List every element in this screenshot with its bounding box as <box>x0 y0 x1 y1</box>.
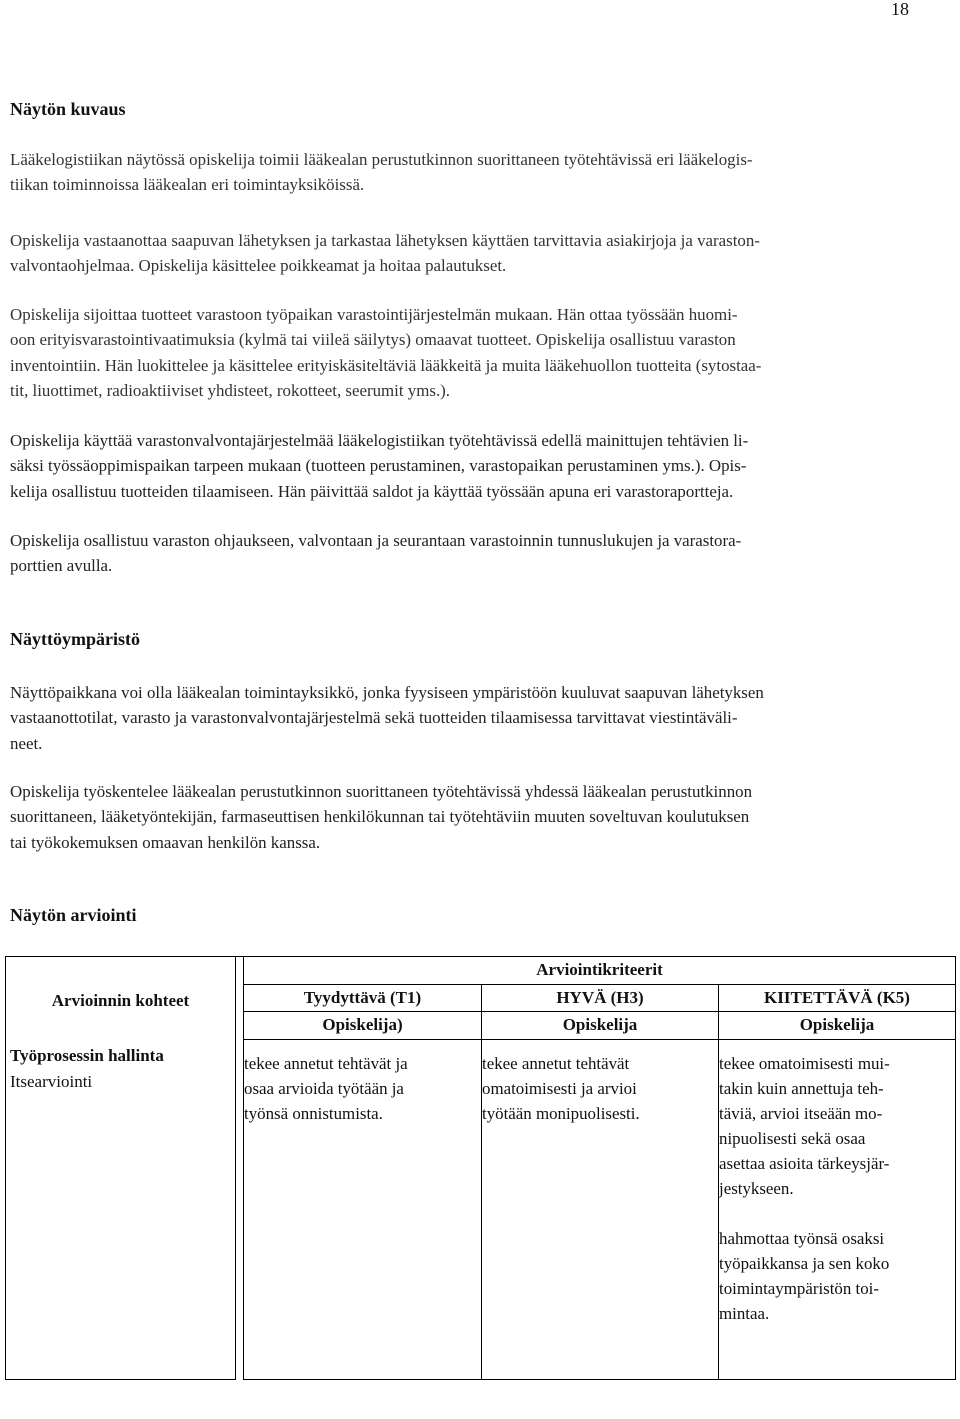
criteria-k5 <box>719 1039 956 1379</box>
text-line: suorittaneen, lääketyöntekijän, farmaseuttisen henkilökunnan tai työtehtäviin muuten soveltuvan koulutuksen <box>10 807 750 827</box>
text-line: työpaikkansa ja sen koko <box>719 1253 890 1273</box>
kuvaus-paragraph-2 <box>10 228 931 279</box>
heading-naytonarviointi: Näytön arviointi <box>10 905 137 925</box>
evaluation-table <box>5 956 956 1380</box>
text-line: Opiskelija työskentelee lääkealan perustutkinnon suorittaneen työtehtävissä yhdessä lääkealan perustutkinnon <box>10 782 753 801</box>
text-line: Lääkelogistiikan näytössä opiskelija toimii lääkealan perustutkinnon suorittaneen työtehtävissä eri lääkelogis- <box>10 150 753 169</box>
row-sub: Itsearviointi <box>10 1072 93 1091</box>
text-line: toimintaympäristön toi- <box>719 1278 879 1298</box>
kuvaus-paragraph-3 <box>10 302 931 404</box>
text-line: Näyttöpaikkana voi olla lääkealan toimintayksikkö, jonka fyysiseen ympäristöön kuuluvat saapuvan lähetyksen <box>10 683 764 702</box>
ymparisto-paragraph-2 <box>10 779 931 855</box>
kuvaus-paragraph-1 <box>10 147 931 198</box>
kriteerit-header: Arviointikriteerit <box>244 957 956 985</box>
level-h3: HYVÄ (H3) <box>482 984 719 1012</box>
text-line: valvontaohjelmaa. Opiskelija käsittelee poikkeamat ja hoitaa palautukset. <box>10 256 507 276</box>
text-line: Opiskelija vastaanottaa saapuvan lähetyksen ja tarkastaa lähetyksen käyttäen tarvittavia asiakirjoja ja varaston- <box>10 231 760 250</box>
text-line: tekee annetut tehtävät ja <box>244 1053 408 1073</box>
text-line: neet. <box>10 733 43 753</box>
text-line: asettaa asioita tärkeysjär- <box>719 1153 890 1173</box>
criteria-t1 <box>244 1039 482 1379</box>
spacer-cell <box>236 957 244 1380</box>
level-t1: Tyydyttävä (T1) <box>244 984 482 1012</box>
heading-naytonkuvaus: Näytön kuvaus <box>10 99 126 119</box>
text-line: omatoimisesti ja arvioi <box>482 1078 637 1098</box>
text-line: täviä, arvioi itseään mo- <box>719 1103 883 1123</box>
text-line: Opiskelija sijoittaa tuotteet varastoon työpaikan varastointijärjestelmän mukaan. Hän ottaa työssään huomi- <box>10 305 738 324</box>
opiskelija-h3: Opiskelija <box>482 1012 719 1040</box>
opiskelija-k5: Opiskelija <box>719 1012 956 1040</box>
ymparisto-paragraph-1 <box>10 680 931 756</box>
page-number: 18 <box>891 0 909 19</box>
row-title: Työprosessin hallinta <box>10 1046 164 1065</box>
text-line: porttien avulla. <box>10 556 113 576</box>
blank-line <box>719 1201 955 1226</box>
text-line: säksi työssäoppimispaikan tarpeen mukaan (tuotteen perustaminen, varastopaikan perustaminen yms.). Opis- <box>10 456 747 476</box>
text-line: tekee annetut tehtävät <box>482 1053 630 1073</box>
text-line: jestykseen. <box>719 1178 794 1198</box>
text-line: tai työkokemuksen omaavan henkilön kanssa. <box>10 832 321 852</box>
text-line: kelija osallistuu tuotteiden tilaamiseen. Hän päivittää saldot ja käyttää työssään apuna eri varastoraportteja. <box>10 481 734 501</box>
text-line: Opiskelija osallistuu varaston ohjaukseen, valvontaan ja seurantaan varastoinnin tunnuslukujen ja varastora- <box>10 531 742 550</box>
kuvaus-paragraph-4 <box>10 428 931 504</box>
heading-nayttoymparisto: Näyttöympäristö <box>10 629 140 649</box>
text-line: hahmottaa työnsä osaksi <box>719 1228 885 1248</box>
text-line: Opiskelija käyttää varastonvalvontajärjestelmää lääkelogistiikan työtehtävissä edellä mainittujen tehtävien li- <box>10 431 749 450</box>
text-line: mintaa. <box>719 1303 770 1323</box>
criteria-h3 <box>482 1039 719 1379</box>
text-line: vastaanottotilat, varasto ja varastonvalvontajärjestelmä sekä tuotteiden tilaamisessa tarvittavat viestintäväli- <box>10 708 738 728</box>
text-line: oon erityisvarastointivaatimuksia (kylmä tai viileä säilytys) omaavat tuotteet. Opiskelija osallistuu varaston <box>10 330 736 350</box>
row-label-cell <box>6 1039 236 1379</box>
text-line: inventointiin. Hän luokittelee ja käsittelee erityiskäsiteltäviä lääkkeitä ja muita lääkehuollon tuotteita (sytostaa- <box>10 355 762 375</box>
level-k5: KIITETTÄVÄ (K5) <box>719 984 956 1012</box>
text-line: tit, liuottimet, radioaktiiviset yhdisteet, rokotteet, seerumit yms.). <box>10 381 451 401</box>
text-line: tiikan toiminnoissa lääkealan eri toimintayksiköissä. <box>10 175 365 195</box>
text-line: työtään monipuolisesti. <box>482 1103 640 1123</box>
text-line: osaa arvioida työtään ja <box>244 1078 404 1098</box>
text-line: nipuolisesti sekä osaa <box>719 1128 866 1148</box>
kohteet-header-cell <box>6 957 236 1012</box>
kohteet-header: Arvioinnin kohteet <box>51 990 190 1010</box>
text-line: työnsä onnistumista. <box>244 1103 383 1123</box>
opiskelija-t1: Opiskelija) <box>244 1012 482 1040</box>
text-line: takin kuin annettuja teh- <box>719 1078 884 1098</box>
kohteet-blank-cell <box>6 1012 236 1040</box>
kuvaus-paragraph-5 <box>10 528 931 579</box>
text-line: tekee omatoimisesti mui- <box>719 1053 890 1073</box>
